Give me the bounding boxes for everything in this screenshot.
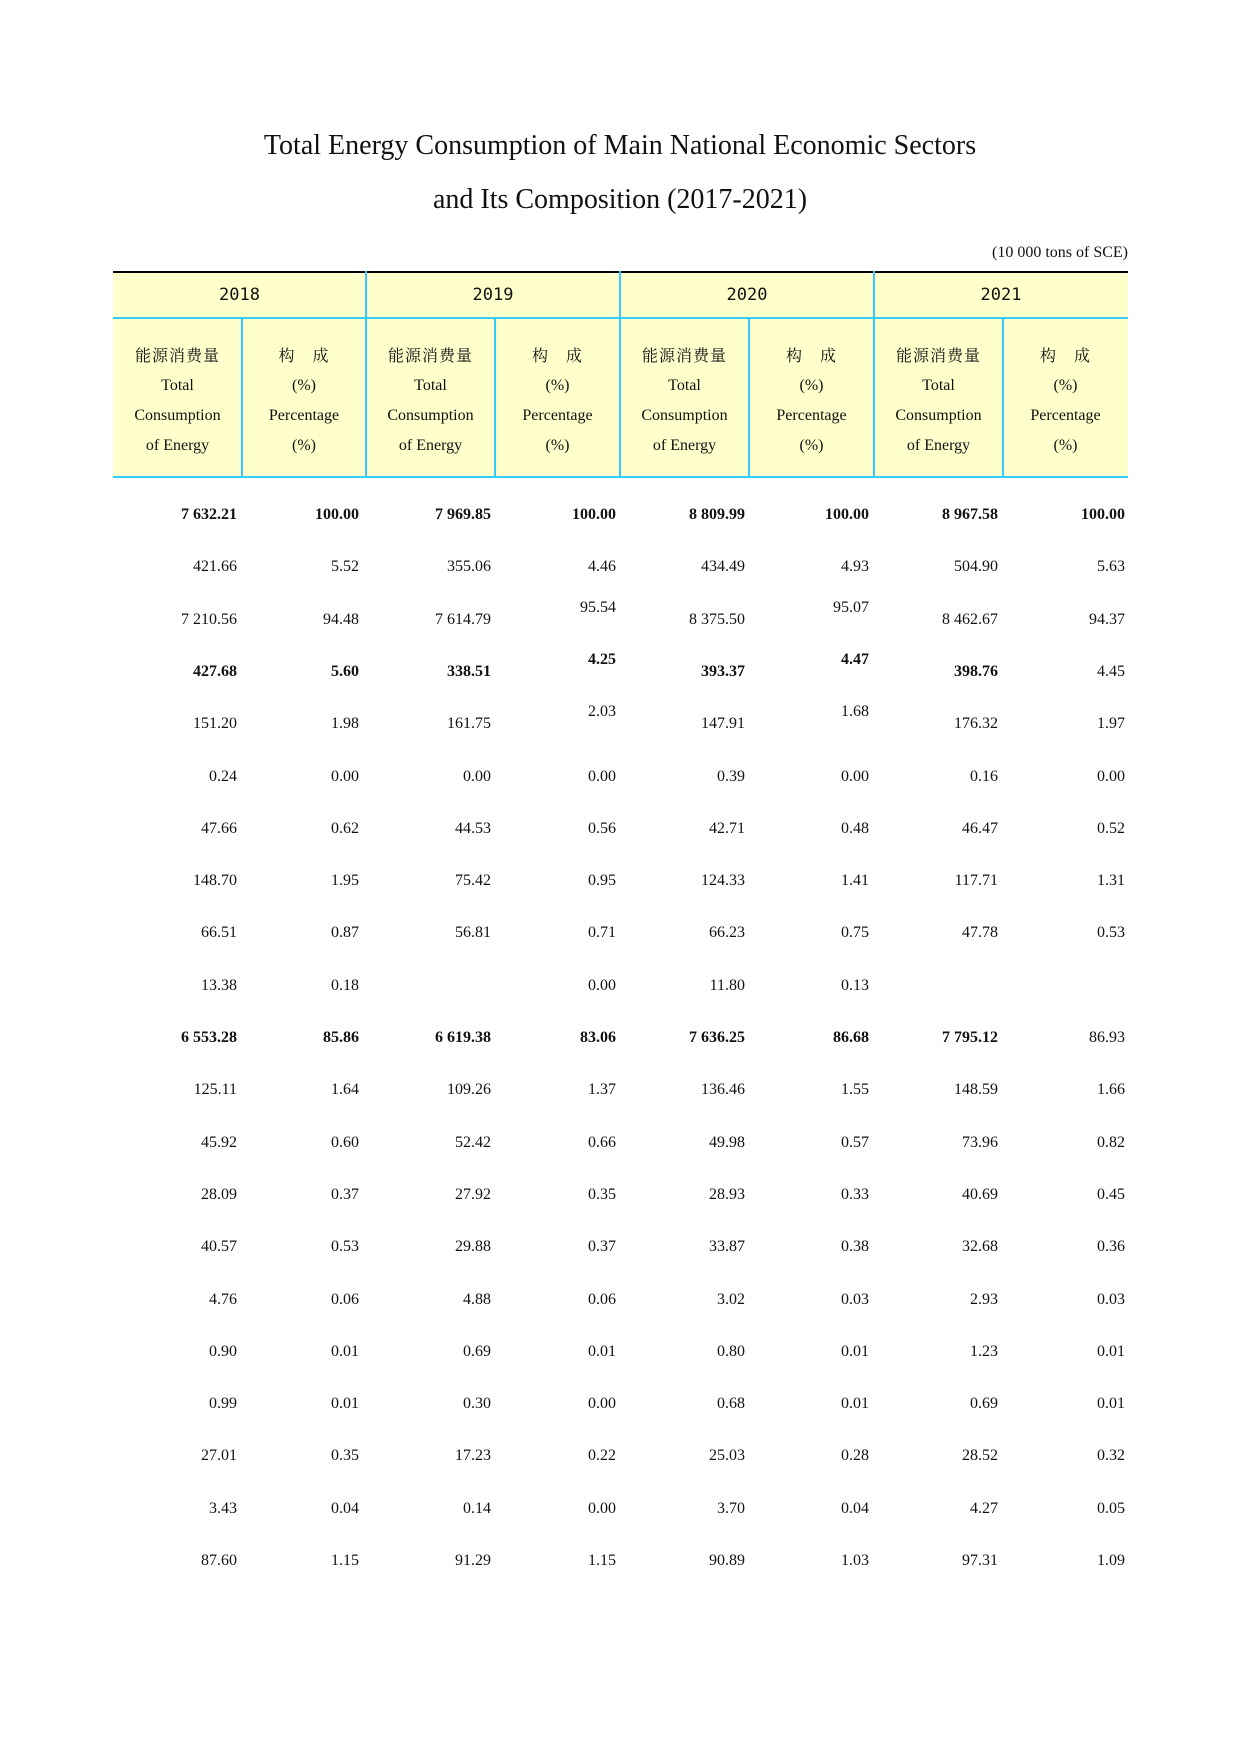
table-cell: 176.32 bbox=[954, 715, 998, 733]
table-cell: 1.37 bbox=[588, 1081, 616, 1099]
table-cell: 28.93 bbox=[709, 1185, 745, 1203]
table-cell: 0.06 bbox=[331, 1290, 359, 1308]
table-cell: 427.68 bbox=[193, 662, 237, 680]
table-cell: 0.39 bbox=[717, 767, 745, 785]
table-cell: 73.96 bbox=[962, 1133, 998, 1151]
column-header-text: Total bbox=[414, 377, 447, 394]
table-cell: 0.18 bbox=[331, 976, 359, 994]
table-cell: 0.03 bbox=[1097, 1290, 1125, 1308]
table-cell: 7 614.79 bbox=[435, 610, 491, 628]
table-cell: 66.51 bbox=[201, 924, 237, 942]
year-header-2021: 2021 bbox=[980, 285, 1022, 305]
table-cell: 94.37 bbox=[1089, 610, 1125, 628]
table-cell: 32.68 bbox=[962, 1238, 998, 1256]
table-cell: 148.59 bbox=[954, 1081, 998, 1099]
unit-label: (10 000 tons of SCE) bbox=[992, 244, 1128, 261]
column-header-total-consumption bbox=[620, 319, 749, 476]
table-cell: 4.76 bbox=[209, 1290, 237, 1308]
table-cell: 0.57 bbox=[841, 1133, 869, 1151]
table-cell: 148.70 bbox=[193, 872, 237, 890]
column-divider bbox=[494, 319, 496, 478]
table-cell: 44.53 bbox=[455, 819, 491, 837]
table-cell: 3.70 bbox=[717, 1499, 745, 1517]
column-header-text: (%) bbox=[799, 437, 824, 454]
table-cell bbox=[868, 976, 998, 996]
table-cell: 4.46 bbox=[588, 558, 616, 576]
table-cell: 46.47 bbox=[962, 819, 998, 837]
table-cell: 40.57 bbox=[201, 1238, 237, 1256]
table-cell: 3.02 bbox=[717, 1290, 745, 1308]
table-cell: 4.27 bbox=[970, 1499, 998, 1517]
table-cell: 0.35 bbox=[588, 1185, 616, 1203]
table-cell: 8 809.99 bbox=[689, 506, 745, 523]
column-header-text: 能源消费量 bbox=[641, 346, 727, 365]
table-cell: 27.92 bbox=[455, 1185, 491, 1203]
table-cell: 91.29 bbox=[455, 1552, 491, 1569]
table-cell: 0.01 bbox=[841, 1395, 869, 1413]
table-cell: 0.69 bbox=[970, 1395, 998, 1413]
column-header-text: 能源消费量 bbox=[895, 346, 981, 365]
table-cell: 0.00 bbox=[841, 767, 869, 785]
table-cell: 0.62 bbox=[331, 819, 359, 837]
column-header-text: (%) bbox=[292, 437, 316, 454]
table-cell: 0.38 bbox=[841, 1238, 869, 1256]
table-cell: 1.41 bbox=[841, 872, 869, 890]
year-header-2019: 2019 bbox=[472, 285, 514, 305]
table-cell: 0.00 bbox=[331, 767, 359, 785]
column-header-text: Total bbox=[668, 377, 701, 394]
table-cell: 83.06 bbox=[580, 1029, 616, 1046]
table-cell: 0.45 bbox=[1097, 1185, 1125, 1203]
column-divider bbox=[241, 319, 243, 478]
table-cell: 0.68 bbox=[717, 1395, 745, 1413]
table-cell: 11.80 bbox=[709, 976, 745, 994]
table-cell: 1.66 bbox=[1097, 1081, 1125, 1099]
table-cell: 1.23 bbox=[970, 1342, 998, 1360]
column-header-text: 构 成 bbox=[531, 346, 583, 365]
table-cell: 52.42 bbox=[455, 1133, 491, 1151]
table-cell: 338.51 bbox=[447, 662, 491, 680]
column-header-percentage bbox=[749, 319, 874, 476]
column-header-text: 能源消费量 bbox=[387, 346, 473, 365]
table-cell: 0.06 bbox=[588, 1290, 616, 1308]
table-cell: 0.00 bbox=[1097, 767, 1125, 785]
table-cell: 40.69 bbox=[962, 1185, 998, 1203]
column-header-text: (%) bbox=[799, 377, 824, 394]
table-cell: 8 462.67 bbox=[942, 610, 998, 628]
table-cell bbox=[995, 976, 1125, 996]
table-cell: 4.47 bbox=[841, 650, 869, 668]
column-header-percentage bbox=[242, 319, 366, 476]
table-cell: 0.87 bbox=[331, 924, 359, 942]
year-header-2018: 2018 bbox=[219, 285, 260, 305]
table-cell: 45.92 bbox=[201, 1133, 237, 1151]
table-cell: 17.23 bbox=[455, 1447, 491, 1465]
table-cell: 5.60 bbox=[331, 662, 359, 680]
table-cell: 0.52 bbox=[1097, 819, 1125, 837]
table-cell: 4.25 bbox=[588, 650, 616, 668]
table-cell: 1.03 bbox=[841, 1552, 869, 1569]
column-header-text: Consumption bbox=[134, 407, 221, 424]
table-cell: 0.14 bbox=[463, 1499, 491, 1517]
table-cell: 0.95 bbox=[588, 872, 616, 890]
table-cell: 66.23 bbox=[709, 924, 745, 942]
table-cell: 25.03 bbox=[709, 1447, 745, 1465]
column-header-text: Percentage bbox=[522, 407, 593, 424]
table-cell: 1.64 bbox=[331, 1081, 359, 1099]
table-cell: 0.32 bbox=[1097, 1447, 1125, 1465]
table-cell: 8 375.50 bbox=[689, 610, 745, 628]
table-cell: 0.01 bbox=[841, 1342, 869, 1360]
column-header-text: (%) bbox=[545, 377, 570, 394]
table-cell: 161.75 bbox=[447, 715, 491, 733]
table-cell: 0.28 bbox=[841, 1447, 869, 1465]
column-header-text: of Energy bbox=[398, 437, 463, 454]
table-cell: 125.11 bbox=[193, 1081, 237, 1099]
table-cell: 6 553.28 bbox=[181, 1029, 237, 1046]
table-cell: 0.13 bbox=[841, 976, 869, 994]
table-cell: 0.01 bbox=[588, 1342, 616, 1360]
table-cell: 33.87 bbox=[709, 1238, 745, 1256]
table-cell: 97.31 bbox=[962, 1552, 998, 1569]
column-header-text: Total bbox=[922, 377, 955, 394]
year-divider bbox=[365, 271, 367, 478]
table-cell: 1.97 bbox=[1097, 715, 1125, 733]
column-header-text: (%) bbox=[1053, 437, 1078, 454]
table-cell: 0.90 bbox=[209, 1342, 237, 1360]
table-cell: 7 636.25 bbox=[689, 1029, 745, 1046]
column-header-text: 能源消费量 bbox=[134, 346, 220, 365]
table-cell: 0.80 bbox=[717, 1342, 745, 1360]
table-cell: 0.37 bbox=[331, 1185, 359, 1203]
table-cell: 0.99 bbox=[209, 1395, 237, 1413]
column-header-text: Consumption bbox=[387, 407, 474, 424]
table-cell: 5.63 bbox=[1097, 558, 1125, 576]
table-cell: 0.01 bbox=[331, 1342, 359, 1360]
table-cell: 504.90 bbox=[954, 558, 998, 576]
table-cell: 4.45 bbox=[1097, 662, 1125, 680]
column-divider bbox=[748, 319, 750, 478]
table-cell: 0.00 bbox=[588, 767, 616, 785]
column-divider bbox=[1002, 319, 1004, 478]
table-cell: 0.01 bbox=[1097, 1342, 1125, 1360]
table-cell: 7 795.12 bbox=[942, 1029, 998, 1046]
table-cell: 0.53 bbox=[331, 1238, 359, 1256]
table-cell: 0.60 bbox=[331, 1133, 359, 1151]
table-cell: 136.46 bbox=[701, 1081, 745, 1099]
column-header-total-consumption bbox=[113, 319, 242, 476]
table-cell: 0.00 bbox=[588, 976, 616, 994]
table-cell: 0.04 bbox=[841, 1499, 869, 1517]
table-cell: 100.00 bbox=[1081, 506, 1125, 523]
table-cell: 56.81 bbox=[455, 924, 491, 942]
table-cell: 1.95 bbox=[331, 872, 359, 890]
table-cell: 27.01 bbox=[201, 1447, 237, 1465]
table-cell: 8 967.58 bbox=[942, 506, 998, 523]
table-cell: 28.09 bbox=[201, 1185, 237, 1203]
column-header-text: (%) bbox=[292, 377, 316, 394]
table-cell: 109.26 bbox=[447, 1081, 491, 1099]
table-cell: 49.98 bbox=[709, 1133, 745, 1151]
table-cell: 7 632.21 bbox=[181, 506, 237, 523]
column-header-text: (%) bbox=[545, 437, 570, 454]
table-cell: 0.33 bbox=[841, 1185, 869, 1203]
column-header-text: of Energy bbox=[906, 437, 971, 454]
table-cell: 100.00 bbox=[572, 506, 616, 523]
table-cell: 86.93 bbox=[1089, 1029, 1125, 1046]
table-cell: 393.37 bbox=[701, 662, 745, 680]
table-cell: 124.33 bbox=[701, 872, 745, 890]
table-cell: 47.66 bbox=[201, 819, 237, 837]
table-cell: 0.24 bbox=[209, 767, 237, 785]
table-cell: 4.93 bbox=[841, 558, 869, 576]
table-cell: 94.48 bbox=[323, 610, 359, 628]
table-cell: 42.71 bbox=[709, 819, 745, 837]
column-header-percentage bbox=[495, 319, 620, 476]
table-cell: 0.37 bbox=[588, 1238, 616, 1256]
year-header-2020: 2020 bbox=[726, 285, 768, 305]
table-cell: 0.56 bbox=[588, 819, 616, 837]
table-cell: 0.48 bbox=[841, 819, 869, 837]
table-cell: 421.66 bbox=[193, 558, 237, 576]
table-cell: 100.00 bbox=[825, 506, 869, 523]
table-cell: 0.53 bbox=[1097, 924, 1125, 942]
table-cell: 0.05 bbox=[1097, 1499, 1125, 1517]
column-header-text: Total bbox=[161, 377, 194, 394]
table-cell: 7 210.56 bbox=[181, 610, 237, 628]
table-cell: 0.01 bbox=[1097, 1395, 1125, 1413]
year-divider bbox=[619, 271, 621, 478]
table-cell: 1.98 bbox=[331, 715, 359, 733]
table-cell: 0.03 bbox=[841, 1290, 869, 1308]
table-cell: 434.49 bbox=[701, 558, 745, 576]
table-cell: 0.82 bbox=[1097, 1133, 1125, 1151]
column-header-text: Consumption bbox=[895, 407, 982, 424]
column-header-text: 构 成 bbox=[785, 346, 837, 365]
page-title: Total Energy Consumption of Main National Economic Sectors bbox=[263, 130, 977, 161]
table-cell: 398.76 bbox=[954, 662, 998, 680]
table-cell: 28.52 bbox=[962, 1447, 998, 1465]
table-cell: 1.55 bbox=[841, 1081, 869, 1099]
table-cell: 7 969.85 bbox=[435, 506, 491, 523]
table-cell: 86.68 bbox=[833, 1029, 869, 1046]
table-cell: 75.42 bbox=[455, 872, 491, 890]
table-cell: 1.15 bbox=[588, 1552, 616, 1569]
table-cell: 13.38 bbox=[201, 976, 237, 994]
table-cell bbox=[361, 976, 491, 996]
column-header-text: (%) bbox=[1053, 377, 1078, 394]
table-cell: 5.52 bbox=[331, 558, 359, 576]
table-cell: 3.43 bbox=[209, 1499, 237, 1517]
table-cell: 0.04 bbox=[331, 1499, 359, 1517]
column-header-total-consumption bbox=[874, 319, 1003, 476]
table-cell: 0.00 bbox=[463, 767, 491, 785]
column-header-text: 构 成 bbox=[278, 346, 330, 365]
page-subtitle: and Its Composition (2017-2021) bbox=[432, 184, 808, 215]
column-header-text: Percentage bbox=[1030, 407, 1101, 424]
table-cell: 0.01 bbox=[331, 1395, 359, 1413]
table-cell: 0.22 bbox=[588, 1447, 616, 1465]
table-cell: 95.07 bbox=[833, 598, 869, 616]
table-cell: 0.00 bbox=[588, 1395, 616, 1413]
table-cell: 0.75 bbox=[841, 924, 869, 942]
column-header-text: Percentage bbox=[268, 407, 340, 424]
table-cell: 355.06 bbox=[447, 558, 491, 576]
year-divider bbox=[873, 271, 875, 478]
table-cell: 117.71 bbox=[954, 872, 998, 890]
table-cell: 29.88 bbox=[455, 1238, 491, 1256]
table-cell: 85.86 bbox=[323, 1029, 359, 1046]
table-cell: 0.35 bbox=[331, 1447, 359, 1465]
table-cell: 0.16 bbox=[970, 767, 998, 785]
table-cell: 87.60 bbox=[201, 1552, 237, 1569]
column-header-text: Consumption bbox=[641, 407, 728, 424]
column-header-total-consumption bbox=[366, 319, 495, 476]
table-cell: 2.03 bbox=[588, 703, 616, 721]
column-header-text: Percentage bbox=[776, 407, 847, 424]
table-cell: 95.54 bbox=[580, 598, 616, 616]
table-cell: 0.66 bbox=[588, 1133, 616, 1151]
table-cell: 0.00 bbox=[588, 1499, 616, 1517]
column-header-text: of Energy bbox=[652, 437, 717, 454]
table-cell: 0.69 bbox=[463, 1342, 491, 1360]
table-cell: 0.36 bbox=[1097, 1238, 1125, 1256]
column-header-text: 构 成 bbox=[1039, 346, 1091, 365]
table-cell: 4.88 bbox=[463, 1290, 491, 1308]
table-cell: 0.30 bbox=[463, 1395, 491, 1413]
table-cell: 1.31 bbox=[1097, 872, 1125, 890]
table-cell: 1.68 bbox=[841, 703, 869, 721]
column-header-percentage bbox=[1003, 319, 1128, 476]
table-cell: 2.93 bbox=[970, 1290, 998, 1308]
table-cell: 6 619.38 bbox=[435, 1029, 491, 1046]
table-cell: 0.71 bbox=[588, 924, 616, 942]
table-cell: 1.09 bbox=[1097, 1552, 1125, 1569]
table-cell: 151.20 bbox=[193, 715, 237, 733]
column-header-text: of Energy bbox=[145, 437, 210, 454]
table-cell: 100.00 bbox=[315, 506, 359, 523]
table-cell: 147.91 bbox=[701, 715, 745, 733]
table-cell: 1.15 bbox=[331, 1552, 359, 1569]
table-cell: 47.78 bbox=[962, 924, 998, 942]
table-cell: 90.89 bbox=[709, 1552, 745, 1569]
